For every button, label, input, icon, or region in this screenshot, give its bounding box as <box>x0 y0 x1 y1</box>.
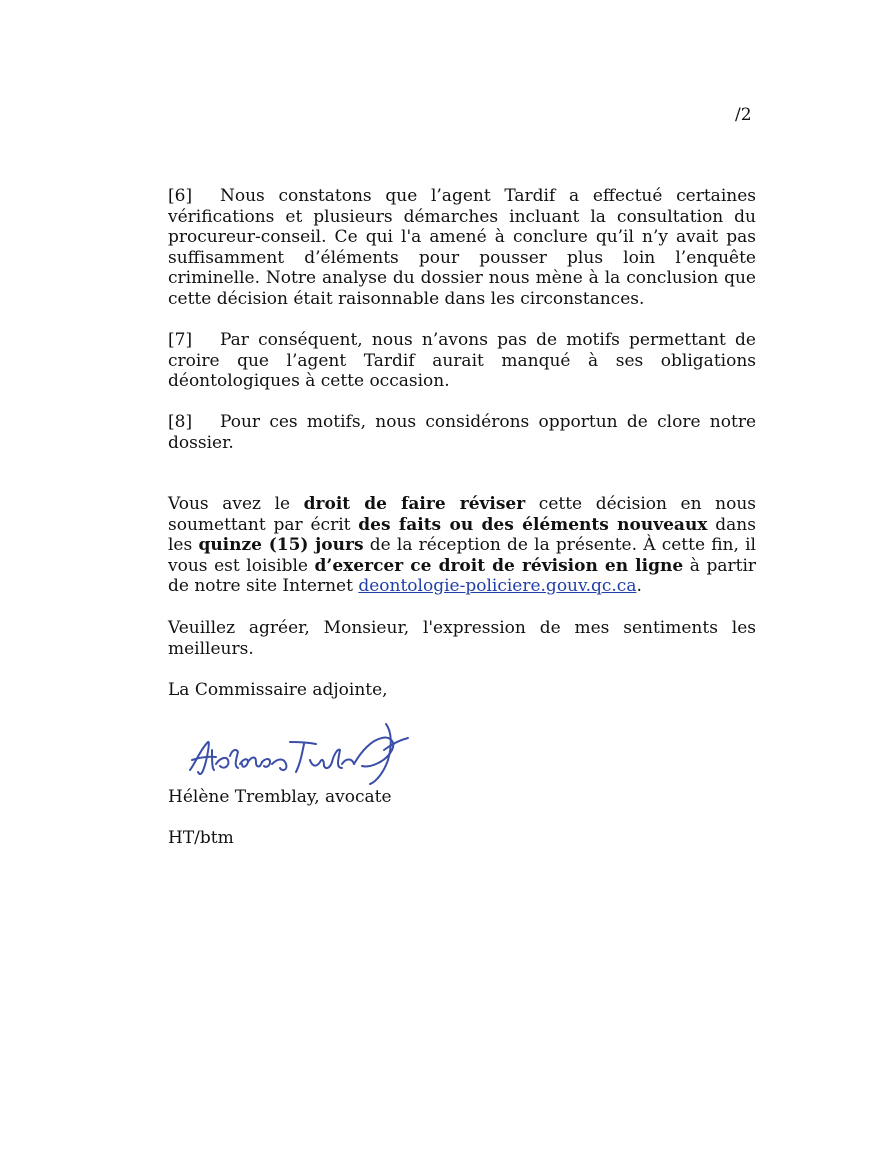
closing-formula: Veuillez agréer, Monsieur, l'expression de mes sentiments les meilleurs. <box>168 618 756 659</box>
paragraph-7 <box>168 330 756 392</box>
revision-bold-deadline: quinze (15) jours <box>198 535 364 555</box>
revision-text: Vous avez le <box>168 494 304 514</box>
revision-bold-right: droit de faire réviser <box>303 494 526 514</box>
handwritten-signature <box>186 720 418 786</box>
reference-initials: HT/btm <box>168 828 234 848</box>
paragraph-number: [7] <box>168 330 193 350</box>
paragraph-text: Pour ces motifs, nous considérons opportun de clore notre dossier. <box>168 412 756 453</box>
paragraph-8 <box>168 412 756 453</box>
revision-text: . <box>636 576 642 596</box>
revision-bold-online: d’exercer ce droit de révision en ligne <box>314 555 684 576</box>
paragraph-6 <box>168 186 756 309</box>
paragraph-number: [6] <box>168 186 193 206</box>
paragraph-text: Nous constatons que l’agent Tardif a effectué certaines vérifications et plusieurs démarches incluant la consultation du procureur-conseil. Ce qui l'a amené à conclure qu’il n’y avait pas suffisamment d’éléments pour pousser plus loin l’enquête criminelle. Notre analyse du dossier nous mène à la conclusion que cette décision était raisonnable dans les circonstances. <box>168 186 756 309</box>
revision-text: de la réception de la présente. À cette fin, il vous est loisible <box>168 535 756 576</box>
page-number: /2 <box>735 105 752 125</box>
revision-text: dans les <box>168 514 756 555</box>
website-link[interactable]: deontologie-policiere.gouv.qc.ca <box>358 576 637 596</box>
revision-text: à partir de notre site Internet <box>168 555 757 596</box>
revision-bold-facts: des faits ou des éléments nouveaux <box>358 514 708 535</box>
revision-text: cette décision en nous soumettant par écrit <box>168 494 756 535</box>
paragraph-text: Par conséquent, nous n’avons pas de motifs permettant de croire que l’agent Tardif aurait manqué à ses obligations déontologiques à cette occasion. <box>168 330 756 391</box>
paragraph-number: [8] <box>168 412 193 432</box>
revision-notice <box>168 494 756 597</box>
signatory-title: La Commissaire adjointe, <box>168 680 388 700</box>
signatory-name: Hélène Tremblay, avocate <box>168 787 392 807</box>
